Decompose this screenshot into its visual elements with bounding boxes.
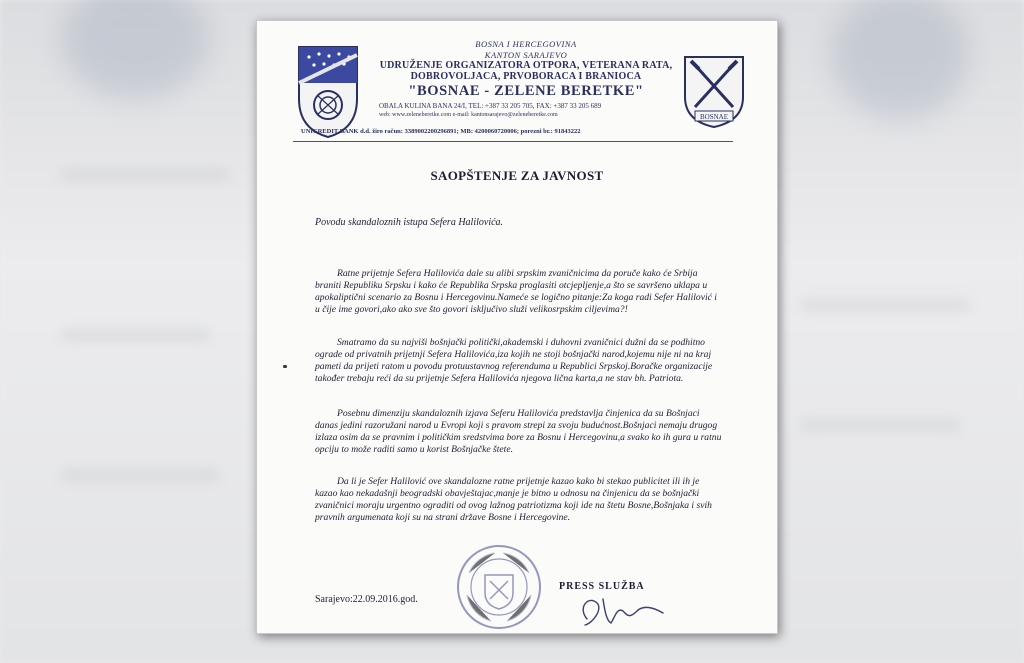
bank-line: UNICREDIT BANK d.d. žiro račun: 3389002200296891; MB: 4200060720006; porezni br.: 91843222	[301, 128, 581, 135]
document-date: Sarajevo:22.09.2016.god.	[315, 594, 418, 605]
backdrop-blur-line	[800, 300, 970, 310]
backdrop-blur-line	[60, 470, 220, 480]
press-office-label: PRESS SLUŽBA	[559, 581, 645, 592]
backdrop-blur-line	[60, 170, 230, 180]
canton-line: KANTON SARAJEVO	[484, 50, 568, 60]
paragraph: Ratne prijetnje Sefera Halilovića dale su alibi srpskim zvaničnicima da poruče kako će Srbija braniti Republiku Srpsku i kako će Republika Srpska proglasiti otcjepljenje,a što se savršeno uklapa u apokaliptični scenario za Bosnu i Hercegovinu.Nameće se logično pitanje:Za koga radi Sefer Halilović i u čije ime govori,ako ako sve što govori isključivo služi velikosrpskim ciljevima?!	[315, 268, 717, 315]
paragraph: Da li je Sefer Halilović ove skandalozne ratne prijetnje kazao kako bi stekao publicitet ili ih je kazao kao nekadašnji beogradski obavještajac,manje je bitno u odnosu na činjenicu da se bošnjački zvaničnici moraju urgentno ograditi od ovog lažnog patriotizma koji ide na štetu Bosne,Bošnjaka i svih pravnih argumenata koji su na strani države Bosne i Hercegovine.	[315, 476, 712, 523]
paragraph: Smatramo da su najviši bošnjački politički,akademski i duhovni zvaničnici dužni da se podhitno ograde od privatnih prijetnji Sefera Halilovića,iza kojih ne stoji bošnjački narod,kojemu nije ni na kraj pameti da prijeti ratom u povodu protuustavnog referenduma u Republici Srpskoj.Boračke organizacije također trebaju reći da su prijetnje Sefera Halilovića njegova lična karta,a ne stav bh. Patriota.	[315, 337, 713, 384]
address-line: OBALA KULINA BANA 24/I, TEL: +387 33 205 705, FAX: +387 33 205 689	[379, 102, 602, 110]
paragraph: Posebnu dimenziju skandaloznih izjava Seferu Halilovića predstavlja činjenica da su Bošnjaci danas jedini razoružani narod u Evropi koji s pravom strepi za svoju budućnost.Bošnjaci nemaju drugog izlaza osim da se pravnim i političkim sredstvima bore za Bosnu i Hercegovinu,a svako ko ih gura u ratnu opciju to može raditi samo u korist Bošnjačke štete.	[315, 408, 722, 455]
document-page	[256, 20, 778, 634]
header-divider	[293, 141, 733, 142]
letterhead	[293, 39, 749, 157]
handwritten-signature-icon	[567, 589, 677, 629]
crossed-swords-emblem-icon	[681, 53, 747, 129]
organization-name: "BOSNAE - ZELENE BERETKE"	[408, 83, 644, 99]
web-email-line: web: www.zeleneberetke.com e-mail: kantonsarajevo@zeleneberetke.com	[379, 112, 558, 118]
shield-logo-icon	[295, 43, 361, 139]
backdrop-blur-line	[60, 330, 210, 340]
association-line-2: DOBROVOLJACA, PRVOBORACA I BRANIOCA	[410, 71, 642, 82]
scan-speck	[283, 365, 287, 368]
country-line: BOSNA I HERCEGOVINA	[475, 39, 577, 49]
document-title: SAOPŠTENJE ZA JAVNOST	[430, 168, 604, 183]
document-subject: Povodu skandaloznih istupa Sefera Halilovića.	[315, 217, 504, 228]
association-line: UDRUŽENJE ORGANIZATORA OTPORA, VETERANA RATA,	[379, 60, 673, 71]
emblem-label: BOSNAE	[699, 113, 729, 121]
official-stamp-icon	[455, 543, 543, 631]
letterhead-text	[367, 39, 685, 119]
backdrop-blur-line	[800, 420, 960, 430]
